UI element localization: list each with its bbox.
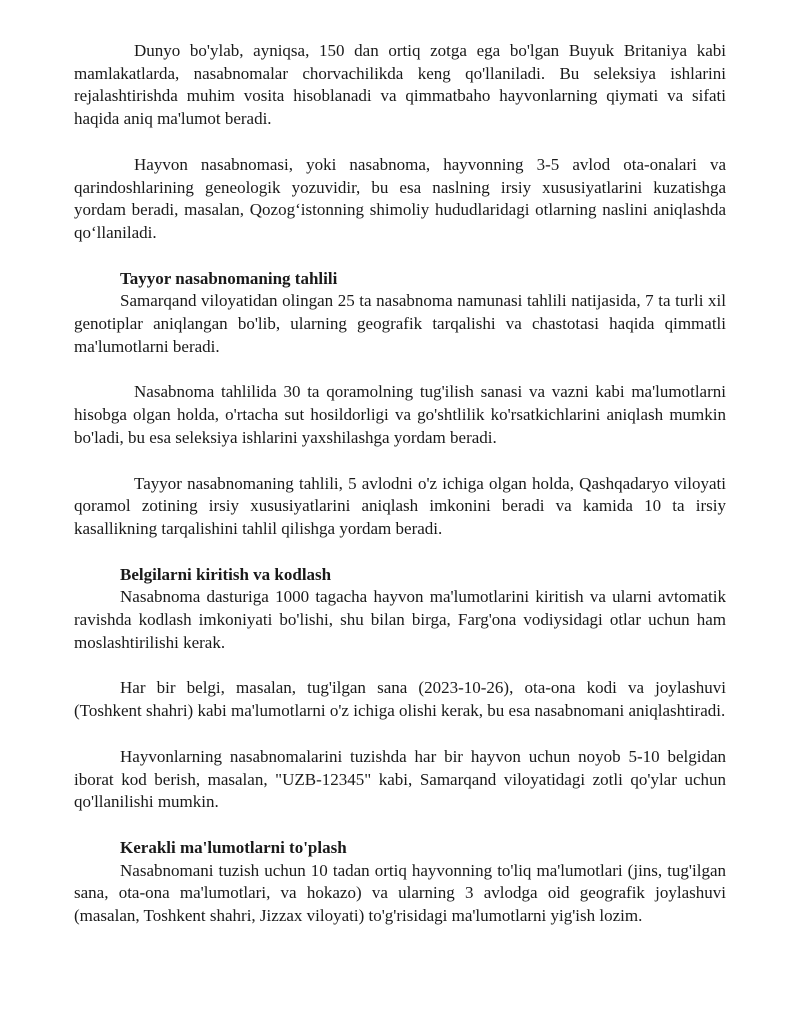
paragraph-intro: Dunyo bo'ylab, ayniqsa, 150 dan ortiq zotga ega bo'lgan Buyuk Britaniya kabi mamlakatlarda, nasabnomalar chorvachilikda keng qo'llaniladi. Bu seleksiya ishlarini rejalashtirishda muhim vosita hisoblanadi va qimmatbaho hayvonlarning qiymati va sifati haqida aniq ma'lumot beradi. [74,41,726,129]
section-heading-analysis: Tayyor nasabnomaning tahlili [120,268,338,288]
paragraph-definition: Hayvon nasabnomasi, yoki nasabnoma, hayvonning 3-5 avlod ota-onalari va qarindoshlarining geneologik yozuvidir, bu esa naslning irsiy xususiyatlarini kuzatishga yordam beradi, masalan, Qozog‘istonning shimoliy hududlaridagi otlarning naslini aniqlashda qo‘llaniladi. [74,154,726,242]
paragraph-cattle-analysis: Nasabnoma tahlilida 30 ta qoramolning tug'ilish sanasi va vazni kabi ma'lumotlarni hisobga olgan holda, o'rtacha sut hosildorligi va go'shtlilik ko'rsatkichlarini aniqlash mumkin bo'ladi, bu esa seleksiya ishlarini yaxshilashga yordam beradi. [74,382,726,447]
paragraph-qashqadaryo-analysis: Tayyor nasabnomaning tahlili, 5 avlodni o'z ichiga olgan holda, Qashqadaryo viloyati qoramol zotining irsiy xususiyatlarini aniqlash imkonini beradi va kamida 10 ta irsiy kasallikning tarqalishini tahlil qilishga yordam beradi. [74,473,726,538]
paragraph-unique-code: Hayvonlarning nasabnomalarini tuzishda har bir hayvon uchun noyob 5-10 belgidan iborat kod berish, masalan, "UZB-12345" kabi, Samarqand viloyatidagi zotli qo'ylar uchun qo'llanilishi mumkin. [74,746,726,812]
paragraph-data-collection: Nasabnomani tuzish uchun 10 tadan ortiq hayvonning to'liq ma'lumotlari (jins, tug'ilgan sana, ota-ona ma'lumotlari, va hokazo) va ularning 3 avlodga oid geografik joylashuvi (masalan, Toshkent shahri, Jizzax viloyati) to'g'risidagi ma'lumotlarni yig'ish lozim. [74,860,726,926]
section-heading-encoding: Belgilarni kiritish va kodlash [120,564,332,584]
paragraph-trait-fields: Har bir belgi, masalan, tug'ilgan sana (2023-10-26), ota-ona kodi va joylashuvi (Toshkent shahri) kabi ma'lumotlarni o'z ichiga olishi kerak, bu esa nasabnomani aniqlashtiradi. [74,678,726,721]
paragraph-samarqand-analysis: Samarqand viloyatidan olingan 25 ta nasabnoma namunasi tahlili natijasida, 7 ta turli xil genotiplar aniqlangan bo'lib, ularning geografik tarqalishi va chastotasi haqida qimmatli ma'lumotlarni beradi. [74,291,726,356]
paragraph-program-input: Nasabnoma dasturiga 1000 tagacha hayvon ma'lumotlarini kiritish va ularni avtomatik ravishda kodlash imkoniyati bo'lishi, shu bilan birga, Farg'ona vodiysidagi otlar uchun ham moslashtirilishi kerak. [74,587,726,652]
document-page [74,40,726,928]
section-heading-data-collection: Kerakli ma'lumotlarni to'plash [120,837,347,857]
